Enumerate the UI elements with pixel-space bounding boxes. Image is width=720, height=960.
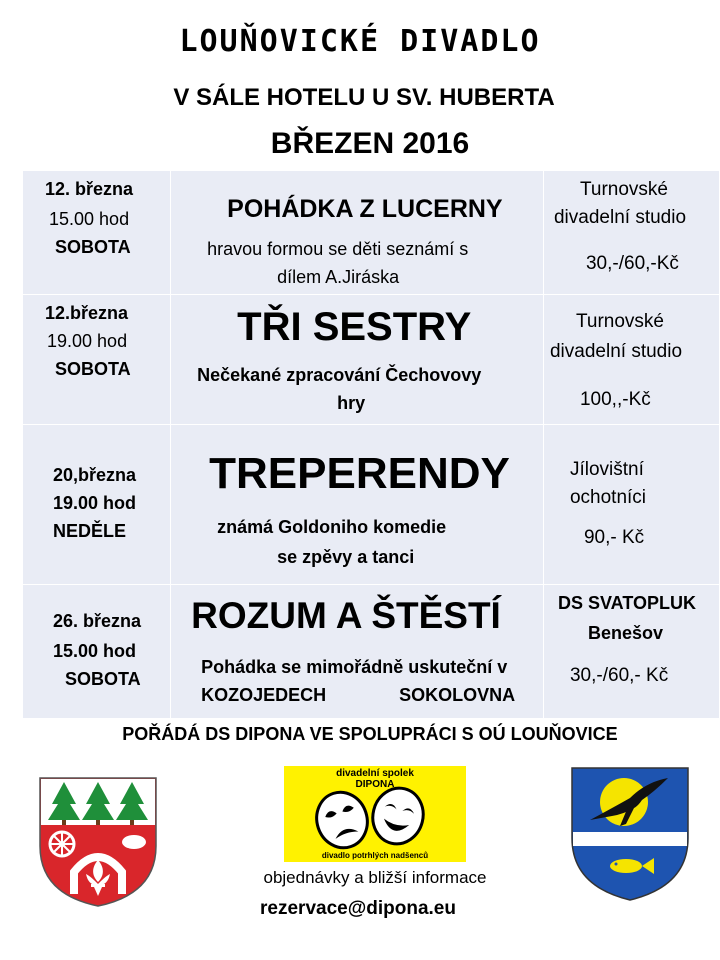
event-day: NEDĚLE bbox=[53, 521, 127, 541]
page-title: LOUŇOVICKÉ DIVADLO bbox=[179, 24, 541, 59]
company-cell bbox=[543, 171, 719, 295]
company-cell bbox=[543, 295, 719, 425]
event-description-line2-venue: SOKOLOVNA bbox=[399, 685, 516, 705]
table-row bbox=[23, 171, 720, 295]
ticket-price: 30,-/60,- Kč bbox=[569, 665, 669, 686]
program-table bbox=[22, 170, 720, 719]
event-description-line2: dílem A.Jiráska bbox=[277, 267, 400, 287]
date-cell bbox=[23, 171, 171, 295]
dipona-logo bbox=[284, 766, 466, 862]
event-day: SOBOTA bbox=[55, 237, 131, 257]
company-name-line1: DS SVATOPLUK bbox=[557, 593, 696, 613]
venue-subtitle: V SÁLE HOTELU U SV. HUBERTA bbox=[173, 84, 555, 111]
company-name-line2: divadelní studio bbox=[553, 207, 687, 228]
event-title: ROZUM A ŠTĚSTÍ bbox=[191, 595, 501, 636]
event-time: 19.00 hod bbox=[47, 331, 128, 351]
company-name-line2: divadelní studio bbox=[549, 341, 683, 362]
dipona-logo-tagline: divadlo potrhlých nadšenců bbox=[321, 851, 429, 860]
louňovice-coat-of-arms bbox=[36, 776, 160, 908]
event-day: SOBOTA bbox=[55, 359, 131, 379]
ticket-price: 30,-/60,-Kč bbox=[585, 253, 679, 274]
event-description-line1: známá Goldoniho komedie bbox=[217, 517, 447, 537]
event-date: 26. března bbox=[53, 611, 142, 631]
company-name-line1: Turnovské bbox=[579, 179, 668, 200]
event-time: 15.00 hod bbox=[53, 641, 137, 661]
event-description-line1: Pohádka se mimořádně uskuteční v bbox=[201, 657, 508, 677]
date-cell bbox=[23, 425, 171, 585]
ticket-price: 100,,-Kč bbox=[579, 389, 651, 410]
event-description-line1: hravou formou se děti seznámí s bbox=[207, 239, 469, 259]
event-title: POHÁDKA Z LUCERNY bbox=[227, 195, 503, 223]
company-cell bbox=[543, 425, 719, 585]
ticket-price: 90,- Kč bbox=[583, 527, 645, 548]
event-date: 12. března bbox=[45, 179, 134, 199]
company-name-line1: Jílovištní bbox=[569, 459, 644, 480]
info-text: objednávky a bližší informace bbox=[263, 868, 487, 887]
event-cell bbox=[171, 295, 544, 425]
event-day: SOBOTA bbox=[65, 669, 141, 689]
event-description-line2: se zpěvy a tanci bbox=[277, 547, 415, 567]
date-cell bbox=[23, 295, 171, 425]
company-name-line1: Turnovské bbox=[575, 311, 664, 332]
event-cell bbox=[171, 425, 544, 585]
event-title: TŘI SESTRY bbox=[237, 305, 472, 349]
coat-of-arms-left-icon bbox=[36, 776, 160, 908]
event-description-line2-place: KOZOJEDECH bbox=[201, 685, 327, 705]
date-cell bbox=[23, 585, 171, 719]
event-date: 20,března bbox=[53, 465, 137, 485]
company-name-line2: ochotníci bbox=[569, 487, 647, 508]
event-title: TREPERENDY bbox=[209, 449, 510, 498]
event-description-line2: hry bbox=[337, 393, 366, 413]
dipona-logo-line1: divadelní spolek bbox=[336, 768, 414, 779]
organizer-note: POŘÁDÁ DS DIPONA VE SPOLUPRÁCI S OÚ LOUŇOVICE bbox=[122, 724, 618, 744]
event-time: 19.00 hod bbox=[53, 493, 137, 513]
dipona-logo-line2: DIPONA bbox=[355, 779, 395, 790]
table-row bbox=[23, 425, 720, 585]
table-row bbox=[23, 295, 720, 425]
theatre-masks-icon bbox=[284, 766, 466, 862]
company-cell bbox=[543, 585, 719, 719]
table-row bbox=[23, 585, 720, 719]
reservation-email: rezervace@dipona.eu bbox=[260, 898, 456, 919]
company-name-line2: Benešov bbox=[587, 623, 664, 643]
month-heading: BŘEZEN 2016 bbox=[270, 127, 470, 160]
event-description-line1: Nečekané zpracování Čechovovy bbox=[197, 365, 482, 385]
event-time: 15.00 hod bbox=[49, 209, 130, 229]
event-date: 12.března bbox=[45, 303, 129, 323]
event-cell bbox=[171, 171, 544, 295]
event-cell bbox=[171, 585, 544, 719]
